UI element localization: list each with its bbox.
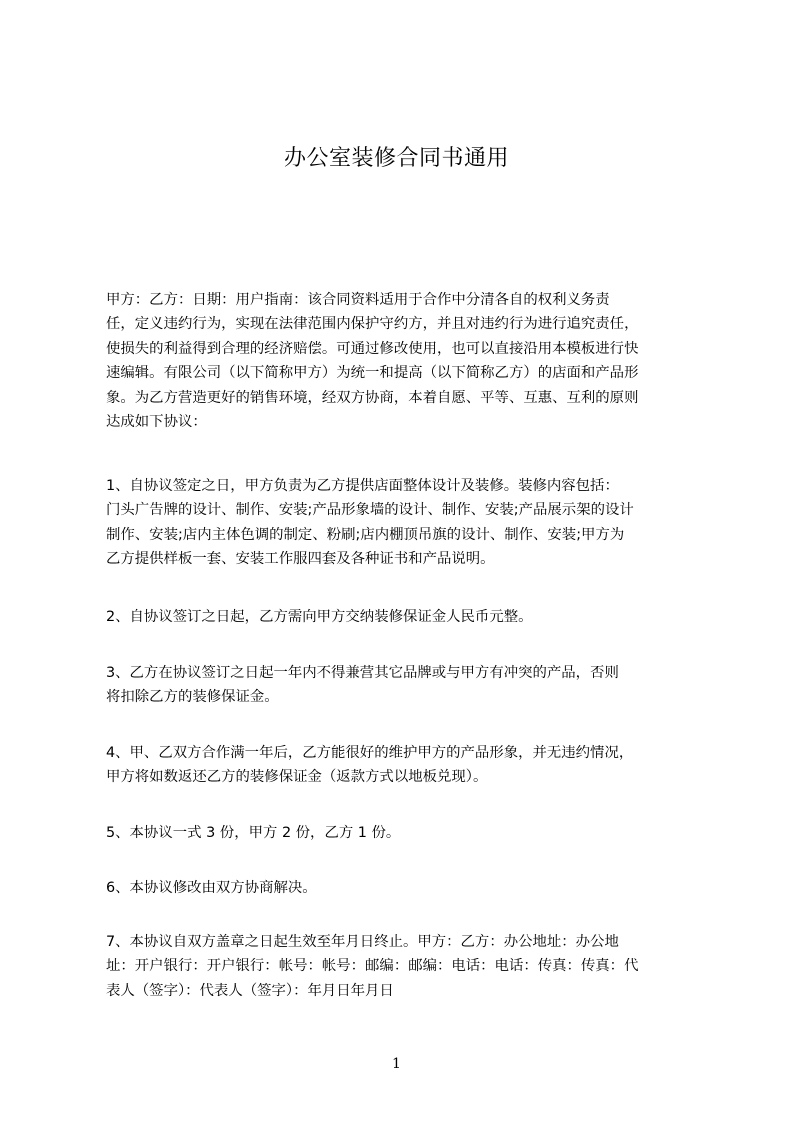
paragraph-line: 2、自协议签订之日起，乙方需向甲方交纳装修保证金人民币元整。 (106, 609, 533, 625)
paragraph-line: 达成如下协议： (106, 414, 207, 431)
paragraph-line: 7、本协议自双方盖章之日起生效至年月日终止。甲方：乙方：办公地址：办公地 (106, 934, 619, 950)
clause-2 (106, 605, 706, 629)
paragraph-line: 甲方将如数返还乙方的装修保证金（返款方式以地板兑现）。 (106, 769, 488, 786)
paragraph-line: 象。为乙方营造更好的销售环境，经双方协商，本着自愿、平等、互惠、互利的原则 (106, 389, 639, 406)
paragraph-line: 制作、安装;店内主体色调的制定、粉刷;店内棚顶吊旗的设计、制作、安装;甲方为 (106, 526, 625, 543)
paragraph-line: 表人（签字）：代表人（签字）：年月日年月日 (106, 982, 394, 999)
paragraph-line: 门头广告牌的设计、制作、安装;产品形象墙的设计、制作、安装;产品展示架的设计 (106, 502, 634, 519)
paragraph-line: 1、自协议签定之日，甲方负责为乙方提供店面整体设计及装修。装修内容包括： (106, 478, 619, 494)
clause-1 (106, 474, 706, 572)
document-title: 办公室装修合同书通用 (283, 146, 509, 171)
clause-6 (106, 876, 706, 900)
paragraph-line: 址：开户银行：开户银行：帐号：帐号：邮编：邮编：电话：电话：传真：传真：代 (106, 958, 639, 975)
paragraph-line: 使损失的利益得到合理的经济赔偿。可通过修改使用，也可以直接沿用本模板进行快 (106, 340, 639, 357)
paragraph-line: 速编辑。有限公司（以下简称甲方）为统一和提高（以下简称乙方）的店面和产品形 (106, 365, 639, 382)
paragraph-line: 任，定义违约行为，实现在法律范围内保护守约方，并且对违约行为进行追究责任， (106, 316, 639, 333)
clause-4 (106, 741, 706, 790)
paragraph-line: 5、本协议一式 3 份，甲方 2 份，乙方 1 份。 (106, 825, 401, 841)
clause-3 (106, 661, 706, 710)
clause-5 (106, 821, 706, 845)
clause-7 (106, 930, 706, 1003)
page-number: 1 (392, 1056, 401, 1072)
paragraph-line: 将扣除乙方的装修保证金。 (106, 689, 279, 706)
paragraph-line: 乙方提供样板一套、安装工作服四套及各种证书和产品说明。 (106, 551, 495, 568)
paragraph-line: 4、甲、乙双方合作满一年后，乙方能很好的维护甲方的产品形象，并无违约情况， (106, 745, 634, 761)
paragraph-line: 6、本协议修改由双方协商解决。 (106, 880, 317, 896)
paragraph-line: 3、乙方在协议签订之日起一年内不得兼营其它品牌或与甲方有冲突的产品，否则 (106, 665, 619, 681)
paragraph-line: 甲方：乙方：日期：用户指南：该合同资料适用于合作中分清各自的权利义务责 (106, 292, 610, 308)
intro-paragraph (106, 288, 706, 434)
